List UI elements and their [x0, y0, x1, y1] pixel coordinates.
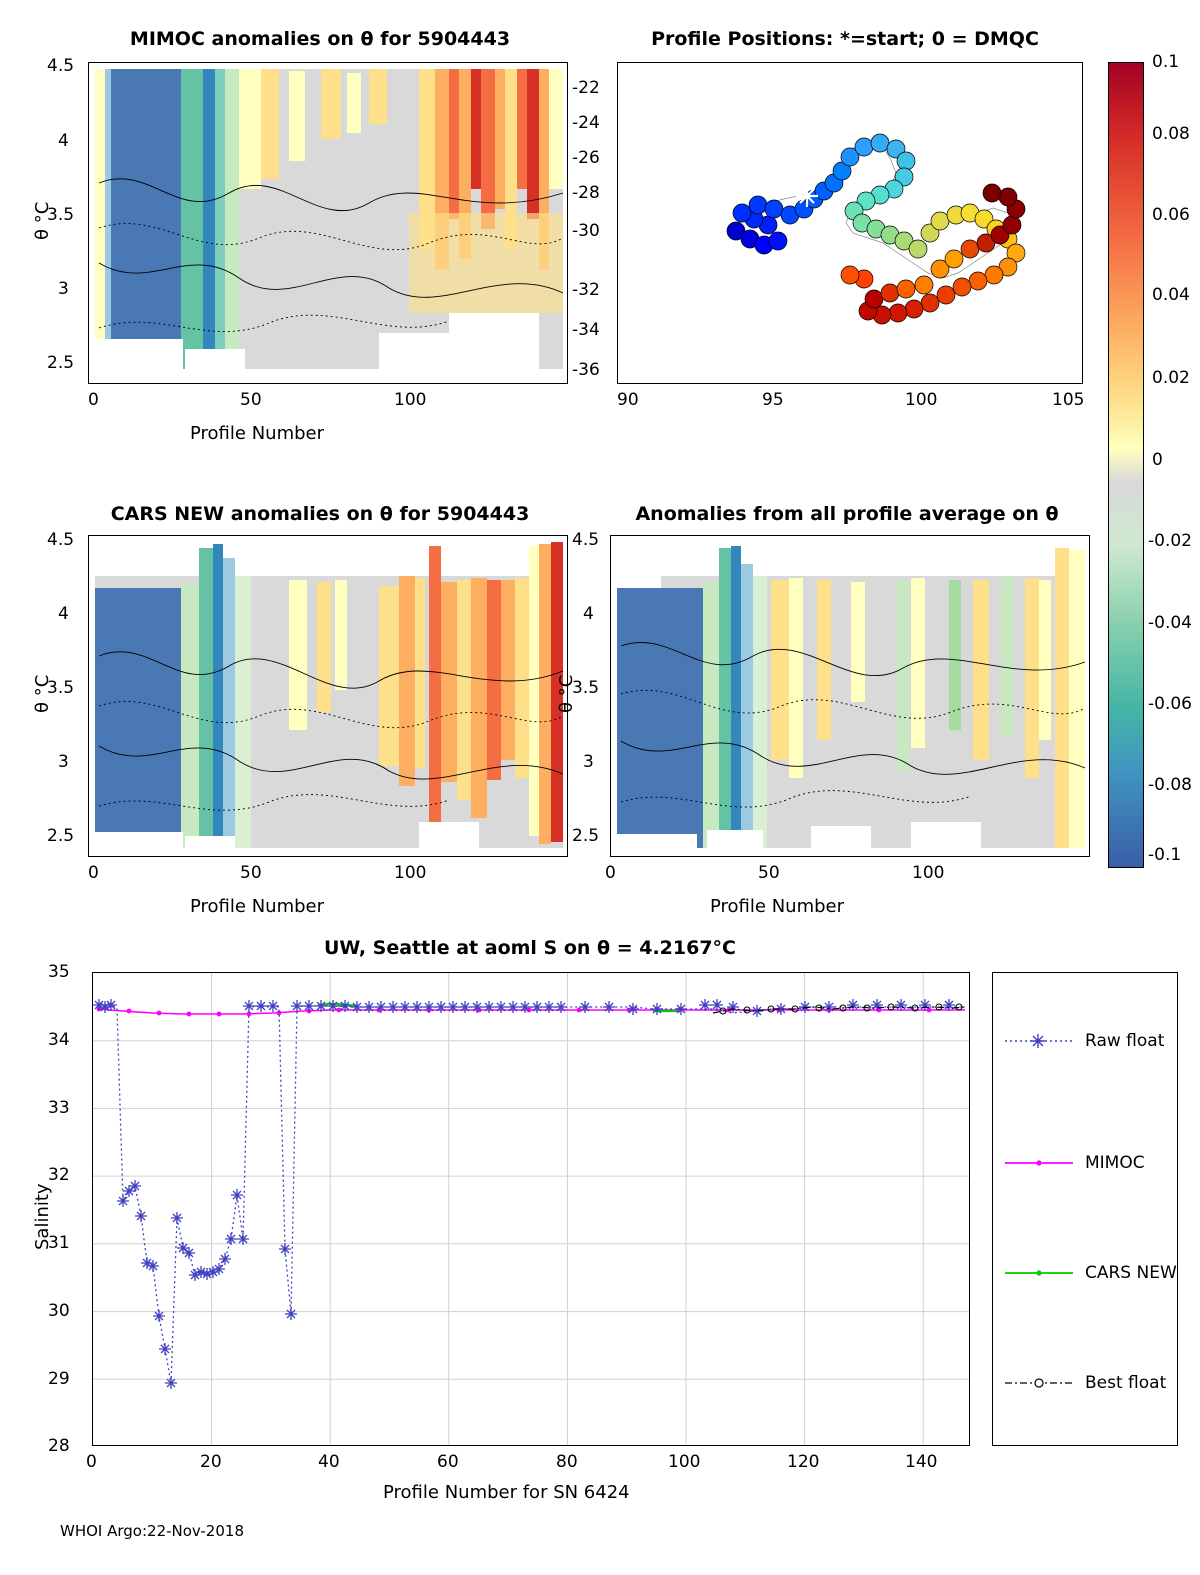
mimoc-ytick-3.5: 3.5 — [47, 205, 75, 225]
salinity-xtick-120: 120 — [787, 1452, 820, 1472]
allavg-xtick-0: 0 — [605, 863, 616, 883]
mimoc-ylabel: θ °C — [32, 201, 53, 240]
salinity-ytick-31: 31 — [48, 1233, 70, 1253]
cars-new-line-sample — [1003, 1263, 1075, 1283]
positions-title: Profile Positions: *=start; 0 = DMQC — [651, 28, 1039, 50]
mimoc-xtick-0: 0 — [88, 390, 99, 410]
colorbar-tick-9: -0.08 — [1148, 775, 1192, 795]
salinity-xtick-0: 0 — [86, 1452, 97, 1472]
cars-xlabel: Profile Number — [190, 896, 324, 917]
salinity-ytick-35: 35 — [48, 962, 70, 982]
colorbar-tick-3: 0.04 — [1152, 285, 1190, 305]
cars-plot-area — [88, 535, 568, 857]
figure-footer: WHOI Argo:22-Nov-2018 — [60, 1522, 244, 1540]
positions-scatter — [618, 63, 1083, 384]
allavg-title: Anomalies from all profile average on θ — [635, 503, 1059, 525]
salinity-ytick-34: 34 — [48, 1030, 70, 1050]
cars-xtick-50: 50 — [240, 863, 262, 883]
cars-ytick-3.5: 3.5 — [47, 678, 75, 698]
cars-ytick-3: 3 — [58, 752, 69, 772]
mimoc-line-sample — [1003, 1153, 1075, 1173]
allavg-ylabel: θ °C — [556, 674, 577, 713]
salinity-xtick-20: 20 — [200, 1452, 222, 1472]
legend-label-cars-new: CARS NEW — [1085, 1263, 1177, 1283]
salinity-ytick-33: 33 — [48, 1098, 70, 1118]
mimoc-ytick-4.5: 4.5 — [47, 56, 75, 76]
salinity-ylabel: Salinity — [32, 1183, 53, 1250]
mimoc-rtick--34: -34 — [572, 320, 600, 340]
allavg-ytick-3: 3 — [583, 752, 594, 772]
allavg-heatmap — [611, 536, 1090, 857]
cars-xtick-0: 0 — [88, 863, 99, 883]
cars-title: CARS NEW anomalies on θ for 5904443 — [110, 503, 530, 525]
salinity-ytick-28: 28 — [48, 1436, 70, 1456]
mimoc-xtick-100: 100 — [394, 390, 427, 410]
legend-item-mimoc[interactable] — [1003, 1153, 1145, 1173]
positions-xtick-95: 95 — [762, 390, 784, 410]
legend-item-raw-float[interactable] — [1003, 1031, 1164, 1051]
colorbar-tick-10: -0.1 — [1148, 845, 1182, 865]
allavg-ytick-3.5: 3.5 — [572, 678, 600, 698]
mimoc-heatmap — [89, 63, 568, 384]
positions-xtick-90: 90 — [617, 390, 639, 410]
legend-label-raw-float: Raw float — [1085, 1031, 1165, 1051]
mimoc-rtick--32: -32 — [572, 280, 600, 300]
salinity-ytick-29: 29 — [48, 1369, 70, 1389]
cars-heatmap — [89, 536, 568, 857]
cars-ytick-4.5: 4.5 — [47, 530, 75, 550]
cars-ytick-4: 4 — [58, 604, 69, 624]
salinity-ytick-32: 32 — [48, 1165, 70, 1185]
raw-float-line-sample — [1003, 1031, 1075, 1051]
allavg-ytick-4.5: 4.5 — [572, 530, 600, 550]
salinity-xtick-40: 40 — [318, 1452, 340, 1472]
salinity-xlabel: Profile Number for SN 6424 — [383, 1482, 630, 1503]
legend-item-cars-new[interactable] — [1003, 1263, 1177, 1283]
positions-xtick-100: 100 — [905, 390, 938, 410]
colorbar-tick-1: 0.08 — [1152, 124, 1190, 144]
positions-plot-area — [617, 62, 1083, 384]
colorbar-tick-5: 0 — [1152, 450, 1163, 470]
colorbar-tick-6: -0.02 — [1148, 531, 1192, 551]
salinity-title: UW, Seattle at aoml S on θ = 4.2167°C — [323, 937, 737, 959]
colorbar-tick-2: 0.06 — [1152, 205, 1190, 225]
legend-label-best-float: Best float — [1085, 1373, 1167, 1393]
mimoc-rtick--30: -30 — [572, 221, 600, 241]
mimoc-rtick--22: -22 — [572, 78, 600, 98]
salinity-ytick-30: 30 — [48, 1301, 70, 1321]
salinity-xtick-80: 80 — [556, 1452, 578, 1472]
mimoc-title: MIMOC anomalies on θ for 5904443 — [129, 28, 511, 50]
colorbar-tick-0: 0.1 — [1152, 52, 1180, 72]
allavg-ytick-4: 4 — [583, 604, 594, 624]
cars-ylabel: θ °C — [32, 674, 53, 713]
salinity-xtick-140: 140 — [905, 1452, 938, 1472]
salinity-plot-area — [92, 972, 970, 1446]
legend-label-mimoc: MIMOC — [1085, 1153, 1145, 1173]
legend-item-best-float[interactable] — [1003, 1373, 1166, 1393]
positions-xtick-105: 105 — [1052, 390, 1085, 410]
mimoc-ytick-2.5: 2.5 — [47, 353, 75, 373]
cars-xtick-100: 100 — [394, 863, 427, 883]
cars-ytick-2.5: 2.5 — [47, 826, 75, 846]
mimoc-plot-area — [88, 62, 568, 384]
mimoc-ytick-4: 4 — [58, 131, 69, 151]
colorbar-tick-4: 0.02 — [1152, 368, 1190, 388]
mimoc-xtick-50: 50 — [240, 390, 262, 410]
mimoc-rtick--36: -36 — [572, 360, 600, 380]
colorbar-gradient — [1108, 62, 1144, 868]
mimoc-xlabel: Profile Number — [190, 423, 324, 444]
allavg-xtick-50: 50 — [758, 863, 780, 883]
allavg-plot-area — [610, 535, 1090, 857]
best-float-line-sample — [1003, 1373, 1075, 1393]
mimoc-rtick--24: -24 — [572, 113, 600, 133]
colorbar-tick-7: -0.04 — [1148, 613, 1192, 633]
salinity-xtick-100: 100 — [668, 1452, 701, 1472]
salinity-xtick-60: 60 — [437, 1452, 459, 1472]
allavg-xlabel: Profile Number — [710, 896, 844, 917]
mimoc-rtick--26: -26 — [572, 148, 600, 168]
mimoc-ytick-3: 3 — [58, 279, 69, 299]
colorbar-tick-8: -0.06 — [1148, 694, 1192, 714]
mimoc-rtick--28: -28 — [572, 183, 600, 203]
salinity-line-chart — [93, 973, 970, 1446]
salinity-legend — [992, 972, 1178, 1446]
allavg-ytick-2.5: 2.5 — [572, 826, 600, 846]
allavg-xtick-100: 100 — [912, 863, 945, 883]
